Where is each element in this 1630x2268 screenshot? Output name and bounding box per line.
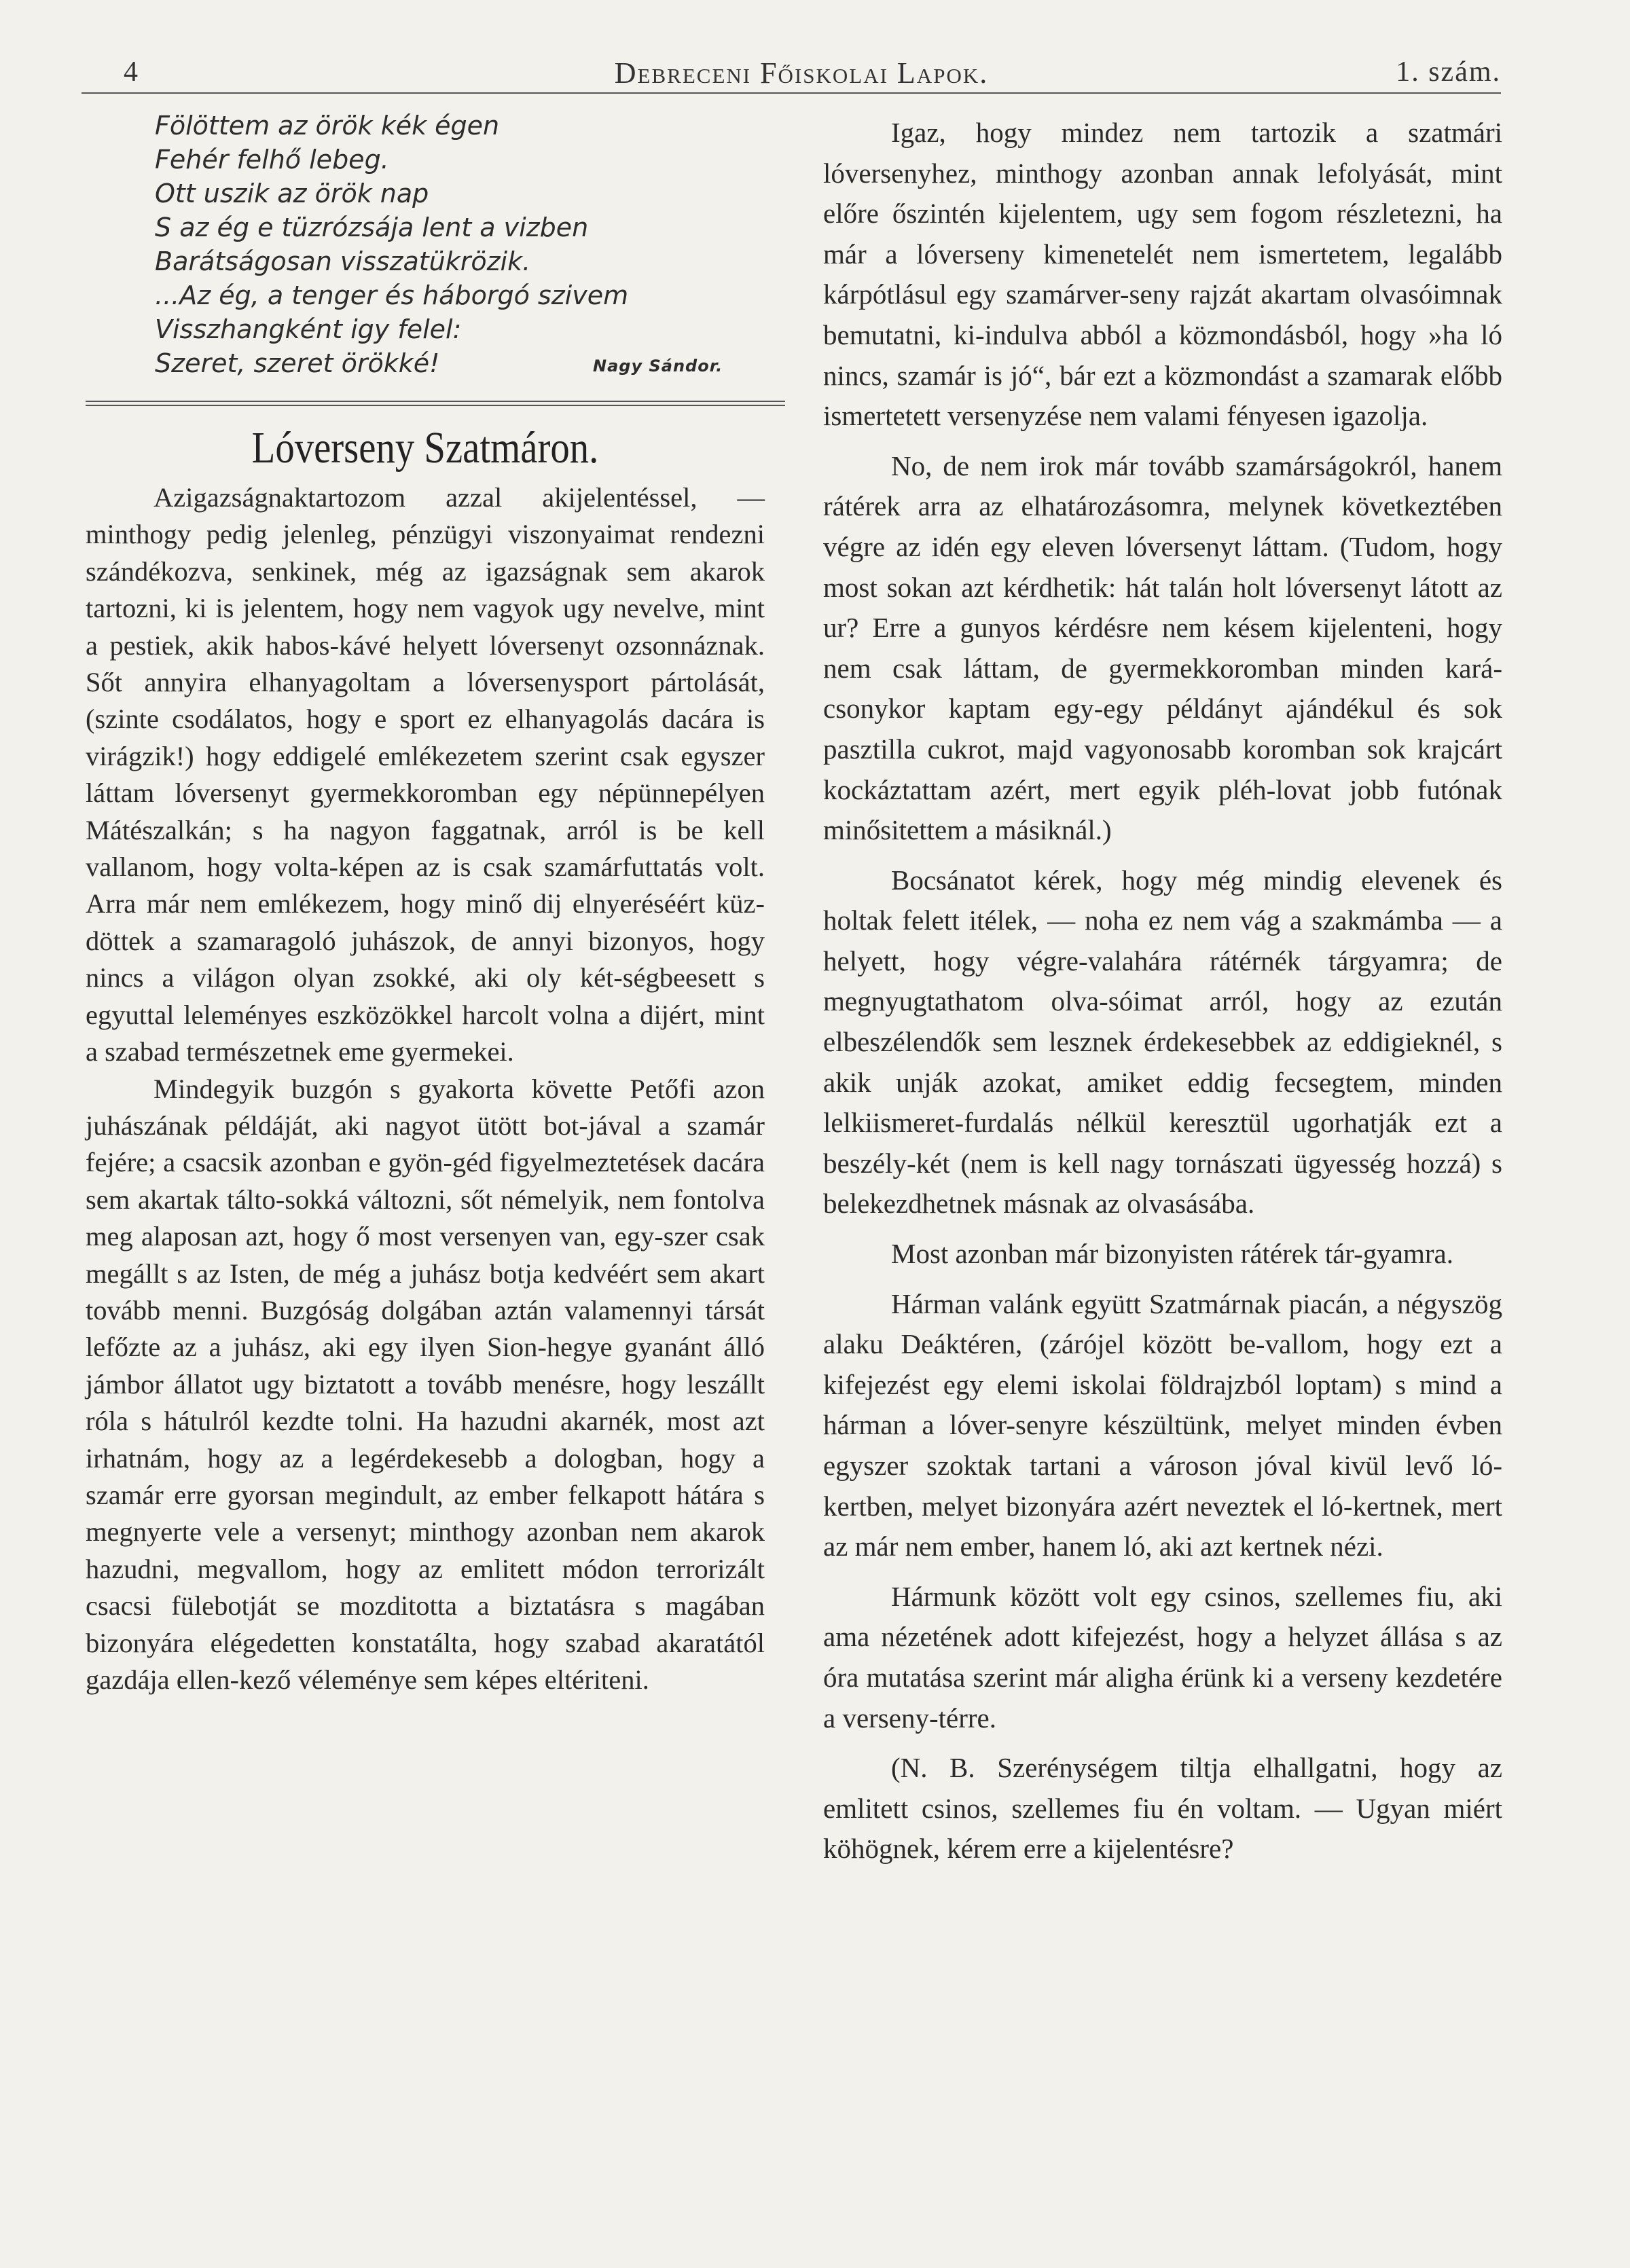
poem	[155, 109, 765, 380]
left-column	[86, 109, 765, 1698]
paragraph: Most azonban már bizonyisten rátérek tár-gyamra.	[891, 1238, 1453, 1270]
running-header	[82, 49, 1521, 92]
poem-line: S az ég e tüzrózsája lent a vizben	[155, 213, 589, 242]
poem-line: Szeret, szeret örökké!	[155, 348, 440, 378]
page-number: 4	[124, 56, 139, 88]
paragraph: Hármunk között volt egy csinos, szellemes fiu, aki ama nézetének adott kifejezést, hogy a helyzet állása s az óra mutatása szerint már aligha érünk ki a verseny kezdetére a verseny-térre.	[823, 1580, 1502, 1734]
paragraph: (N. B. Szerénységem tiltja elhallgatni, hogy az emlitett csinos, szellemes fiu én voltam. — Ugyan miért köhögnek, kérem erre a kijelentésre?	[823, 1752, 1502, 1865]
poem-line: ...Az ég, a tenger és háborgó szivem	[155, 280, 629, 310]
poem-author: Nagy Sándor.	[593, 356, 723, 376]
poem-line: Visszhangként igy felel:	[155, 314, 462, 344]
article-title: Lóverseny Szatmáron.	[251, 423, 599, 473]
paragraph: Azigazságnaktartozom azzal akijelentéssel, — minthogy pedig jelenleg, pénzügyi viszonyaimat rendezni szándékozva, senkinek, még az igazságnak sem akarok tartozni, ki is jelentem, hogy nem vagyok ugy nevelve, mint a pestiek, akik habos-kávé helyett lóversenyt ozsonnáznak. Sőt annyira elhanyagoltam a lóversenysport pártolását, (szinte csodálatos, hogy e sport ez elhanyagolás dacára is virágzik!) hogy eddigelé emlékezetem szerint csak egyszer láttam lóversenyt gyermekkoromban egy népünnepélyen Mátészalkán; s ha nagyon faggatnak, arról is be kell vallanom, hogy volta-képen az is csak szamárfuttatás volt. Arra már nem emlékezem, hogy minő dij elnyeréséért küz-döttek a szamaragoló juhászok, de annyi bizonyos, hogy nincs a világon olyan zsokké, aki oly két-ségbeesett s egyuttal leleményes eszközökkel harcolt volna a dijért, mint a szabad természetnek eme gyermekei.	[86, 482, 765, 1067]
right-column	[823, 109, 1502, 1879]
paragraph: No, de nem irok már tovább szamárságokról, hanem rátérek arra az elhatározásomra, melynek következtében végre az idén egy eleven lóversenyt láttam. (Tudom, hogy most sokan azt kérdhetik: hát talán holt lóversenyt látott az ur? Erre a gunyos kérdésre nem késem kijelenteni, hogy nem csak láttam, de gyermekkoromban minden kará-csonykor kaptam egy-egy példányt ajándékul és sok pasztilla cukrot, majd vagyonosabb koromban sok krajcárt kockáztattam azért, mert egyik pléh-lovat jobb futónak minősitettem a másiknál.)	[823, 450, 1502, 846]
right-body-text	[823, 113, 1502, 1869]
paragraph: Hárman valánk együtt Szatmárnak piacán, a négyszög alaku Deáktéren, (zárójel között be-vallom, hogy ezt a kifejezést egy elemi iskolai földrajzból loptam) s mind a hárman a lóver-senyre készültünk, melyet minden évben egyszer szoktak tartani a városon jóval kivül levő ló-kertben, melyet bizonyára azért neveztek el ló-kertnek, mert az már nem ember, hanem ló, aki azt kertnek nézi.	[823, 1287, 1502, 1562]
paragraph: Igaz, hogy mindez nem tartozik a szatmári lóversenyhez, minthogy azonban annak lefolyását, mint előre őszintén kijelentem, ugy sem fogom részletezni, ha már a lóverseny kimenetelét nem ismertetem, legalább kárpótlásul egy szamárver-seny rajzát akartam olvasóimnak bemutatni, ki-indulva abból a közmondásból, hogy »ha ló nincs, szamár is jó“, bár ezt a közmondást a szamarak előbb ismertetett versenyzése nem valami fényesen igazolja.	[823, 117, 1502, 432]
paragraph: Bocsánatot kérek, hogy még mindig elevenek és holtak felett itélek, — noha ez nem vág a szakmámba — a helyett, hogy végre-valahára rátérnék tárgyamra; de megnyugtathatom olva-sóimat arról, hogy az ezután elbeszélendők sem lesznek érdekesebbek az eddigieknél, s akik unják azokat, amiket eddig fecsegtem, minden lelkiismeret-furdalás nélkül keresztül ugorhatják ezt a beszély-két (nem is kell nagy tornászati ügyesség hozzá) s belekezdhetnek másnak az olvasásába.	[823, 864, 1502, 1220]
poem-line: Fölöttem az örök kék égen	[155, 111, 500, 141]
poem-last-line	[155, 346, 765, 380]
poem-line: Ott uszik az örök nap	[155, 179, 429, 208]
section-divider	[86, 401, 785, 406]
paragraph: Mindegyik buzgón s gyakorta követte Petőfi azon juhászának példáját, aki nagyot ütött bot-jával a szamár fejére; a csacsik azonban e gyön-géd figyelmeztetések dacára sem akartak tálto-sokká változni, sőt némelyik, nem fontolva meg alaposan azt, hogy ő most versenyen van, egy-szer csak megállt s az Isten, de még a juhász botja kedvéért sem akart tovább menni. Buzgóság dolgában aztán valamennyi társát lefőzte az a juhász, aki egy ilyen Sion-hegye gyanánt álló jámbor állatot ugy biztatott a tovább menésre, hogy leszállt róla s hátulról kezdte tolni. Ha hazudni akarnék, most azt irhatnám, hogy az a legérdekesebb a dologban, hogy a szamár erre gyorsan megindult, az ember felkapott hátára s megnyerte vele a versenyt; minthogy azonban nem akarok hazudni, megvallom, hogy az emlitett módon terrorizált csacsi fülebotját se mozditotta a biztatásra s magában bizonyára elégedetten konstatálta, hogy szabad akaratától gazdája ellen-kező véleménye sem képes eltériteni.	[86, 1073, 765, 1695]
header-rule	[82, 92, 1501, 94]
journal-title: Debreceni Főiskolai Lapok.	[614, 56, 989, 90]
poem-line: Barátságosan visszatükrözik.	[155, 246, 531, 276]
issue-number: 1. szám.	[1396, 56, 1501, 88]
poem-line: Fehér felhő lebeg.	[155, 145, 389, 175]
left-body-text	[86, 479, 765, 1698]
